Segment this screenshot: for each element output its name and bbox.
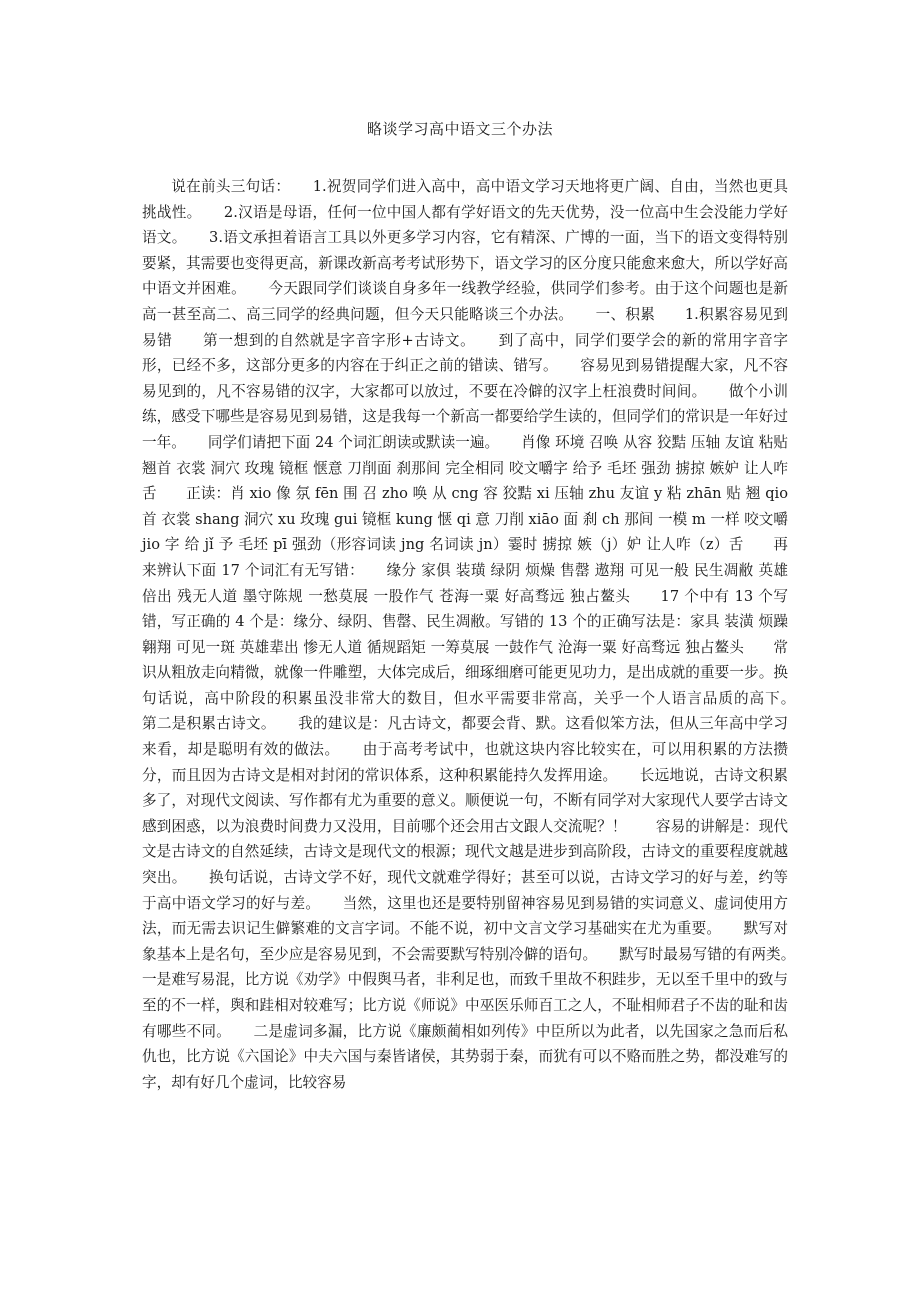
document-body: 说在前头三句话： 1.祝贺同学们进入高中，高中语文学习天地将更广阔、自由，当然也更具挑战性。 2.汉语是母语，任何一位中国人都有学好语文的先天优势，没一位高中生会没能力学好语文。 3.语文承担着语言工具以外更多学习内容，它有精深、广博的一面，当下的语文变得特别要紧，其需要也变得更高，新课改新高考考试形势下，语文学习的区分度只能愈来愈大，所以学好高中语文并困难。 今天跟同学们谈谈自身多年一线教学经验，供同学们参考。由于这个问题也是新高一甚至高二、高三同学的经典问题，但今天只能略谈三个办法。 一、积累 1.积累容易见到易错 第一想到的自然就是字音字形+古诗文。 到了高中，同学们要学会的新的常用字音字形，已经不多，这部分更多的内容在于纠正之前的错读、错写。 容易见到易错提醒大家，凡不容易见到的，凡不容易错的汉字，大家都可以放过，不要在冷僻的汉字上枉浪费时间间。 做个小训练，感受下哪些是容易见到易错，这是我每一个新高一都要给学生读的，但同学们的常识是一年好过一年。 同学们请把下面 24 个词汇朗读或默读一遍。 肖像 环境 召唤 从容 狡黠 压轴 友谊 粘贴 翘首 衣裳 洞穴 玫瑰 镜框 惬意 刀削面 刹那间 完全相同 咬文嚼字 给予 毛坯 强劲 掳掠 嫉妒 让人咋舌 正读：肖 xio 像 氛 fēn 围 召 zho 唤 从 cng 容 狡黠 xi 压轴 zhu 友谊 y 粘 zhān 贴 翘 qio 首 衣裳 shang 洞穴 xu 玫瑰 gui 镜框 kung 惬 qi 意 刀削 xiāo 面 刹 ch 那间 一模 m 一样 咬文嚼 jio 字 给 jǐ 予 毛坯 pī 强劲（形容词读 jng 名词读 jn）霎时 掳掠 嫉（j）妒 让人咋（z）舌 再来辨认下面 17 个词汇有无写错： 缘分 家俱 装璜 绿阴 烦燥 售罄 遨翔 可见一般 民生凋敝 英雄倍出 残无人道 墨守陈规 一愁莫展 一股作气 苍海一粟 好高骛远 独占鳌头 17 个中有 13 个写错，写正确的 4 个是：缘分、绿阴、售罄、民生凋敝。写错的 13 个的正确写法是：家具 装潢 烦躁 翱翔 可见一斑 英雄辈出 惨无人道 循规蹈矩 一筹莫展 一鼓作气 沧海一粟 好高骛远 独占鳌头 常识从粗放走向精微，就像一件雕塑，大体完成后，细琢细磨可能更见功力，是出成就的重要一步。换句话说，高中阶段的积累虽没非常大的数目，但水平需要非常高，关乎一个人语言品质的高下。 第二是积累古诗文。 我的建议是：凡古诗文，都要会背、默。这看似笨方法，但从三年高中学习来看，却是聪明有效的做法。 由于高考考试中，也就这块内容比较实在，可以用积累的方法攒分，而且因为古诗文是相对封闭的常识体系，这种积累能持久发挥用途。 长远地说，古诗文积累多了，对现代文阅读、写作都有尤为重要的意义。顺便说一句，不断有同学对大家现代人要学古诗文感到困惑，以为浪费时间费力又没用，目前哪个还会用古文跟人交流呢？！ 容易的讲解是：现代文是古诗文的自然延续，古诗文是现代文的根源；现代文越是进步到高阶段，古诗文的重要程度就越突出。 换句话说，古诗文学不好，现代文就难学得好；甚至可以说，古诗文学习的好与差，约等于高中语文学习的好与差。 当然，这里也还是要特别留神容易见到易错的实词意义、虚词使用方法，而无需去识记生僻繁难的文言字词。不能不说，初中文言文学习基础实在尤为重要。 默写对象基本上是名句，至少应是容易见到，不会需要默写特别冷僻的语句。 默写时最易写错的有两类。 一是难写易混，比方说《劝学》中假舆马者，非利足也，而致千里故不积跬步，无以至千里中的致与至的不一样，舆和跬相对较难写；比方说《师说》中巫医乐师百工之人，不耻相师君子不齿的耻和齿有哪些不同。 二是虚词多漏，比方说《廉颇蔺相如列传》中臣所以为此者，以先国家之急而后私仇也，比方说《六国论》中夫六国与秦皆诸侯，其势弱于秦，而犹有可以不赂而胜之势，都没难写的字，却有好几个虚词，比较容易 [142,178,818,1091]
document-title: 略谈学习高中语文三个办法 [366,120,553,138]
